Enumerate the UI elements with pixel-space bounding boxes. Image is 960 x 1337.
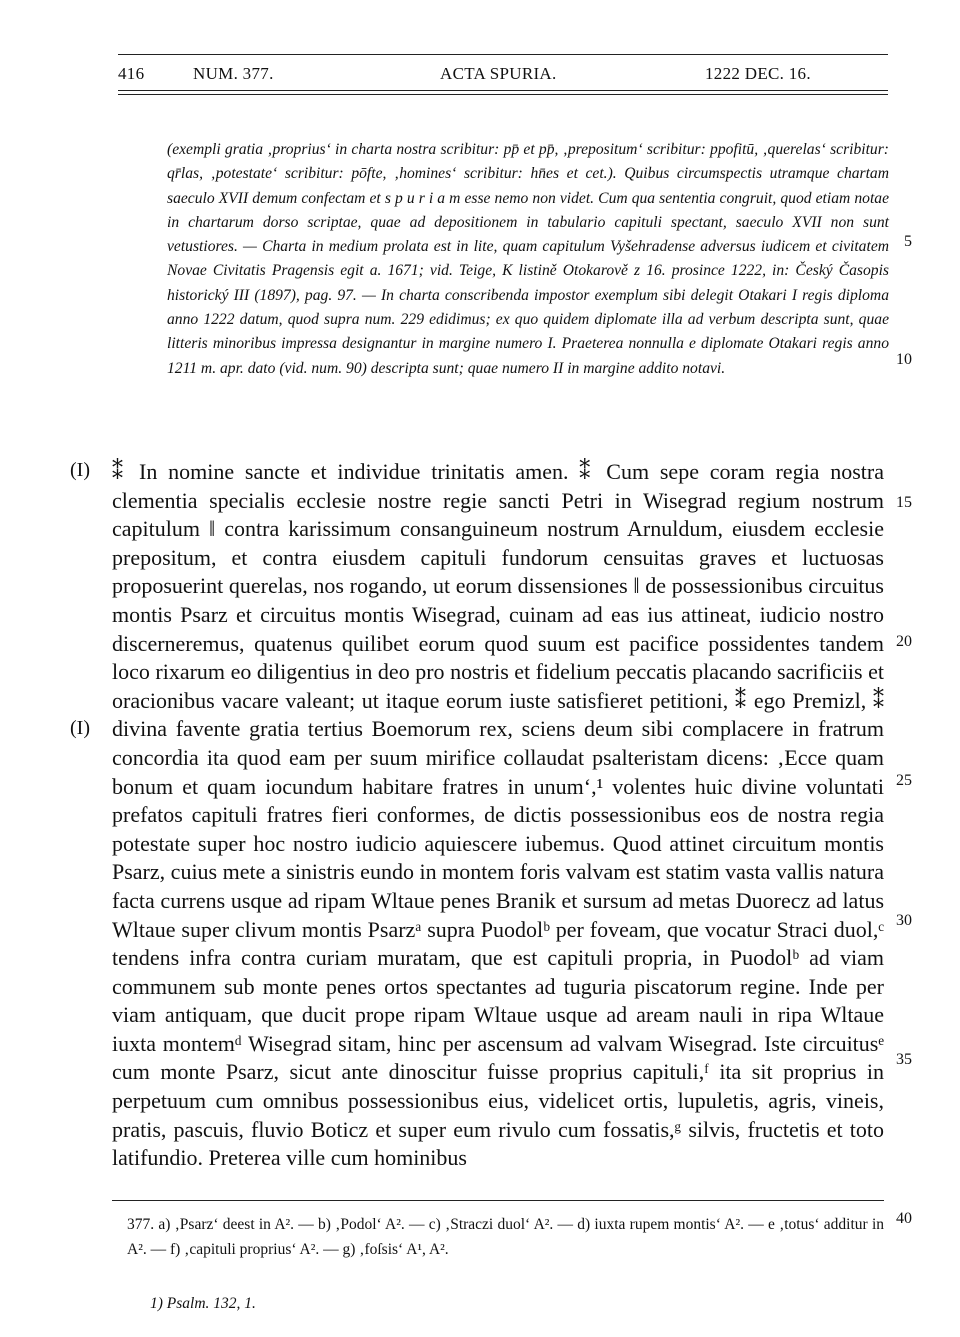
margin-mark-2: (I): [70, 717, 90, 739]
footnote-rule: [112, 1200, 884, 1201]
header-rule-bottom: [118, 90, 888, 91]
header-date: 1222 DEC. 16.: [705, 64, 811, 83]
running-header: [118, 54, 888, 94]
line-number-25: 25: [896, 772, 912, 789]
line-number-15: 15: [896, 494, 912, 511]
header-rule-double: [118, 94, 888, 95]
line-number-10: 10: [896, 351, 912, 368]
commentary-text: (exempli gratia ‚proprius‘ in charta nostra scribitur: pp̄ et pp̄, ‚prepositum‘ scribitur: ppofitū, ‚querelas‘ scribitur: qr̄las, ‚potestate‘ scribitur: pōfte, ‚homines‘ scribitur: hn̄es et cet.). Quibus circumspectis utramque chartam saeculo XVII demum confectam et s p u r i a m esse nemo non videt. Cum qua sententia congruit, quod etiam notae in chartarum dorso scriptae, quae ad depositionem in tabulario capituli spectant, saeculo XVII non sunt vetustiores. — Charta in medium prolata est in lite, quam capitulum Vyšehradense adversus iudicem et civitatem Novae Civitatis Pragensis egit a. 1671; vid. Teige, K listině Otokarově z 16. prosince 1222, in: Český Časopis historický III (1897), pag. 97. — In charta conscribenda impostor exemplum sibi delegit Otakari I regis diploma anno 1222 datum, quod supra num. 229 edidimus; ex quo quidem diplomate illa ad verbum descripta sunt, quae litteris minoribus impressa designantur in margine numero I. Praeterea nonnulla e diplomate Otakari regis anno 1211 m. apr. dato (vid. num. 90) descripta sunt; quae numero II in margine addito notavi.: [167, 141, 889, 377]
line-number-30: 30: [896, 912, 912, 929]
margin-mark-1: (I): [70, 459, 90, 481]
section-title: ACTA SPURIA.: [440, 64, 557, 83]
line-number-20: 20: [896, 633, 912, 650]
line-number-40: 40: [896, 1210, 912, 1227]
line-number-35: 35: [896, 1051, 912, 1068]
header-rule-top: [118, 54, 888, 55]
footnotes-text: 377. a) ‚Psarz‘ deest in A². — b) ‚Podol‘ A². — c) ‚Straczi duol‘ A². — d) iuxta rupem montis‘ A². — e ‚totus‘ additur in A². — f) ‚capituli proprius‘ A². — g) ‚foſsis‘ A¹, A².: [127, 1216, 884, 1258]
editorial-commentary: [167, 138, 889, 381]
line-number-5: 5: [904, 233, 912, 250]
charter-body: ⁑ In nomine sancte et individue trinitatis amen. ⁑ Cum sepe coram regia nostra clementia specialis ecclesie nostre regie sancti Petri in Wisegrad regium nostrum capitulum ‖ contra karissimum consanguineum nostrum Arnuldum, eiusdem ecclesie prepositum, et contra eiusdem capituli fundorum censuitas graves et luctuosas proposuerint querelas, nos rogando, ut eorum dissensiones ‖ de possessionibus circuitus montis Psarz et circuitus montis Wisegrad, cuinam ad eas ius attineat, iudicio nostro discerneremus, quatenus quilibet eorum quod suum est pacifice possidentes tandem loco rixarum eo diligentius in deo pro nostris et fidelium peccatis placando sacrificiis et oracionibus vacare valeant; ut itaque eorum iuste satisfieret petitioni, ⁑ ego Premizl, ⁑ divina favente gratia tertius Boemorum rex, sciens deum sibi complacere in fratrum concordia ita quod eam per suum mirifice collaudat psalteristam dicens: ‚Ecce quam bonum et quam iocundum habitare fratres in unum‘,¹ volentes huic divine voluntati prefatos capituli fratres fieri conformes, de dictis possessionibus eos de nostra regia potestate super hoc nostro iudicio aquiescere iubemus. Quod attinet circuitum montis Psarz, cuius mete a sinistris eundo in montem foris valvam est statim vasta vallis natura facta currens usque ad ripam Wltaue penes Branik et sursum ad metas Duorecz ad latus Wltaue super clivum montis Psarzᵃ supra Puodolᵇ per foveam, que vocatur Straci duol,ᶜ tendens infra contra curiam muratam, que est capituli propria, in Puodolᵇ ad viam communem sub monte penes ortos spectantes ad tuguria piscatorum regine. Inde per viam antiquam, que ducit prope ripam Wltaue usque ad aream nauli in ripa Wltaue iuxta montemᵈ Wisegrad sitam, hinc per ascensum ad valvam Wisegrad. Iste circuitusᵉ cum monte Psarz, sicut ante dinoscitur fuisse proprius capituli,ᶠ ita sit proprius in perpetuum cum omnibus possessionibus eius, videlicet ortis, lupuletis, agris, vineis, pratis, pascuis, fluvio Boticz et super eum rivulo cum fossatis,ᵍ silvis, fructetis et toto latifundio. Preterea ville cum hominibus: [112, 459, 884, 1171]
page-number: 416: [118, 64, 145, 83]
critical-apparatus: [127, 1212, 884, 1262]
document-number: NUM. 377.: [193, 64, 274, 83]
charter-text: [112, 458, 884, 1173]
source-reference-footnote: 1) Psalm. 132, 1.: [150, 1295, 256, 1312]
